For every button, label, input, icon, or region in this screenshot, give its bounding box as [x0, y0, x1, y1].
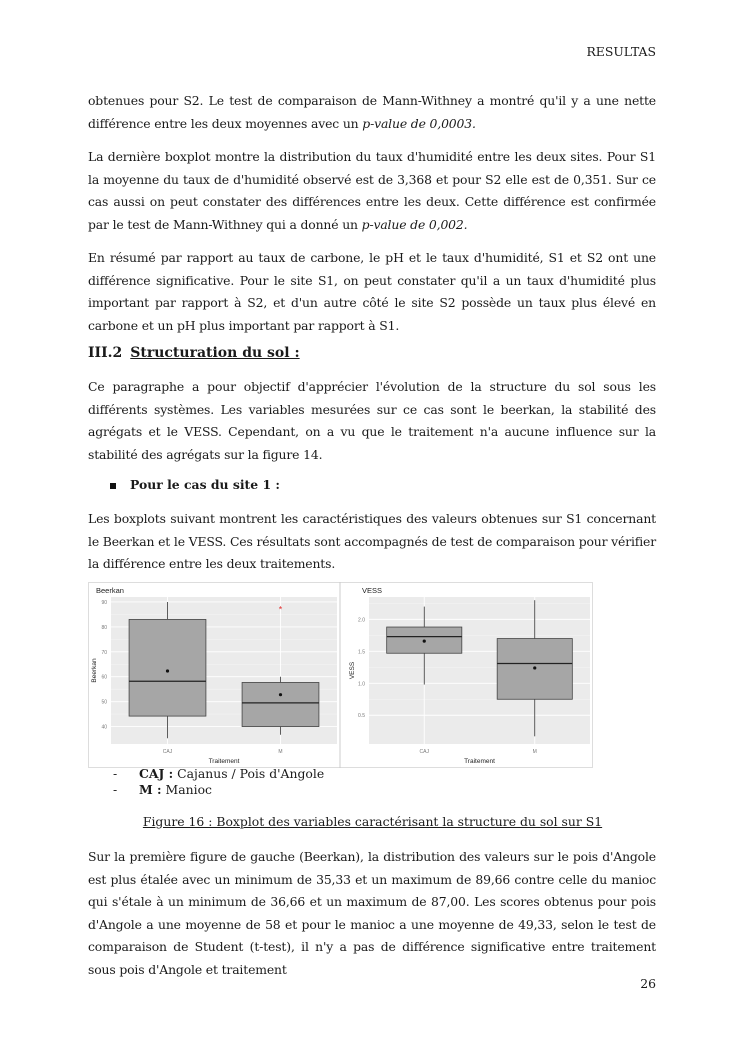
paragraph [88, 90, 656, 135]
running-header: RESULTAS [586, 44, 656, 59]
bullet-text: Pour le cas du site 1 : [130, 477, 280, 492]
section-heading [88, 345, 300, 361]
boxplot-figure [88, 582, 593, 768]
legend-item [113, 766, 324, 781]
y-tick-label: 0.5 [358, 713, 365, 720]
p-value: p-value de 0,0003. [362, 115, 476, 131]
y-tick-label: 90 [101, 599, 107, 606]
x-axis-label: Traitement [464, 758, 495, 765]
y-tick-label: 1.5 [358, 649, 365, 656]
x-tick-label: M [278, 749, 283, 755]
legend-item [113, 782, 212, 797]
paragraph: Les boxplots suivant montrent les caractéristiques des valeurs obtenues sur S1 concernant le Beerkan et le VESS. Ces résultats sont accompagnés de test de comparaison pour vérifier la différence entre les deux traitements. [88, 511, 657, 572]
chart-title: Beerkan [96, 586, 124, 595]
y-axis-label: VESS [349, 661, 356, 680]
mean-point [533, 666, 536, 669]
y-axis-label: Beerkan [91, 658, 98, 683]
mean-point [166, 669, 169, 672]
legend-value: Cajanus / Pois d'Angole [173, 766, 325, 781]
section-title: Structuration du sol : [130, 345, 300, 361]
paragraph: En résumé par rapport au taux de carbone, le pH et le taux d'humidité, S1 et S2 ont une différence significative. Pour le site S1, on peut constater qu'il a un taux d'humidité plus important par rapport à S2, et d'un autre côté le site S2 possède un taux plus élevé en carbone et un pH plus important par rapport à S1. [88, 250, 656, 333]
mean-point [423, 640, 426, 643]
chart-title: VESS [362, 586, 383, 595]
paragraph [88, 146, 656, 236]
bullet-item [110, 477, 280, 492]
mean-point [279, 693, 282, 696]
figure-caption [0, 814, 745, 829]
square-bullet-icon [110, 483, 116, 489]
box [242, 682, 319, 726]
x-tick-label: CAJ [162, 749, 173, 755]
section-number: III.2 [88, 345, 123, 361]
y-tick-label: 70 [101, 649, 107, 656]
legend-value: Manioc [161, 782, 212, 797]
y-tick-label: 80 [101, 624, 107, 631]
page-number: 26 [640, 976, 656, 991]
box [129, 619, 206, 716]
x-tick-label: M [532, 749, 537, 755]
x-axis-label: Traitement [208, 758, 240, 765]
legend-key: CAJ : [139, 766, 174, 781]
caption-text: Figure 16 : Boxplot des variables caractérisant la structure du sol sur S1 [142, 814, 603, 829]
legend-key: M : [139, 782, 162, 797]
y-tick-label: 60 [101, 674, 107, 681]
y-tick-label: 1.0 [358, 681, 365, 688]
text: La dernière boxplot montre la distribution du taux d'humidité entre les deux sites. Pour S1 la moyenne du taux de d'humidité observé est de 3,368 et pour S2 elle est de 0,351. Sur ce cas aussi on peut constater des différences entre les deux. Cette différence est confirmée par le test de Mann-Withney qui a donné un [88, 149, 656, 232]
p-value: p-value de 0,002. [361, 216, 468, 232]
paragraph: Sur la première figure de gauche (Beerkan), la distribution des valeurs sur le pois d'Angole est plus étalée avec un minimum de 35,33 et un maximum de 89,66 contre celle du manioc qui s'étale à un minimum de 36,66 et un maximum de 87,00. Les scores obtenus pour pois d'Angole a une moyenne de 58 et pour le manioc a une moyenne de 49,33, selon le test de comparaison de Student (t-test), il n'y a pas de différence significative entre traitement sous pois d'Angole et traitement [88, 849, 656, 977]
paragraph: Ce paragraphe a pour objectif d'apprécier l'évolution de la structure du sol sous les différents systèmes. Les variables mesurées sur ce cas sont le beerkan, la stabilité des agrégats et le VESS. Cependant, on a vu que le traitement n'a aucune influence sur la stabilité des agrégats sur la figure 14. [88, 379, 656, 462]
y-tick-label: 40 [101, 724, 107, 731]
dash: - [113, 766, 118, 781]
outlier-point: * [278, 604, 283, 615]
x-tick-label: CAJ [419, 749, 429, 755]
text: obtenues pour S2. Le test de comparaison de Mann-Withney a montré qu'il y a une nette différence entre les deux moyennes avec un [88, 93, 656, 131]
y-tick-label: 50 [101, 699, 107, 706]
y-tick-label: 2.0 [358, 617, 365, 624]
dash: - [113, 782, 118, 797]
